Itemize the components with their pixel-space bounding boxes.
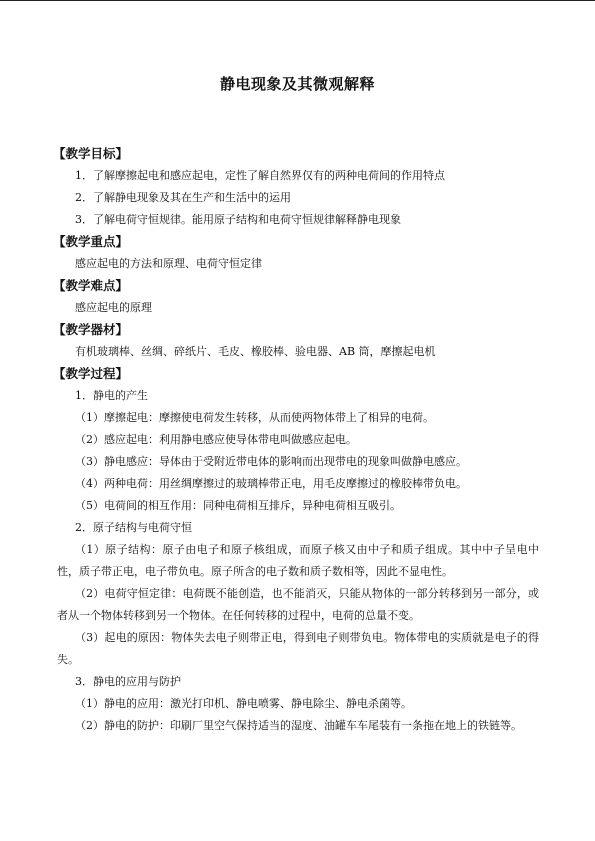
section-heading-equipment: 【教学器材】 (53, 322, 129, 337)
section-key (53, 231, 539, 275)
process-item: （1）静电的应用：激光打印机、静电喷雾、静电除尘、静电杀菌等。 (75, 697, 412, 710)
page-title: 静电现象及其微观解释 (219, 75, 375, 93)
section-equipment (53, 319, 539, 363)
process-item: （1）摩擦起电：摩擦使电荷发生转移，从而使两物体带上了相异的电荷。 (75, 411, 434, 424)
goal-item: 2．了解静电现象及其在生产和生活中的运用 (75, 191, 291, 204)
section-heading-difficult: 【教学难点】 (53, 278, 129, 293)
process-paragraph: （2）静电的防护：印刷厂里空气保持适当的湿度、油罐车车尾装有一条拖在地上的铁链等。 (75, 719, 522, 732)
process-item: （2）感应起电：利用静电感应使导体带电叫做感应起电。 (75, 433, 357, 446)
section-difficult (53, 275, 539, 319)
process-item: （3）静电感应：导体由于受附近带电体的影响而出现带电的现象叫做静电感应。 (75, 455, 467, 468)
process-part-title: 1．静电的产生 (75, 389, 148, 402)
key-text: 感应起电的方法和原理、电荷守恒定律 (75, 257, 262, 270)
top-border-line (0, 0, 595, 1)
document-body (53, 143, 539, 737)
section-heading-key: 【教学重点】 (53, 234, 129, 249)
difficult-text: 感应起电的原理 (75, 301, 152, 314)
section-goals (53, 143, 539, 231)
section-heading-process: 【教学过程】 (53, 366, 129, 381)
section-heading-goals: 【教学目标】 (53, 146, 129, 161)
section-process (53, 363, 539, 737)
process-paragraph: （1）原子结构：原子由电子和原子核组成，而原子核又由中子和质子组成。其中中子呈电中性，质子带正电，电子带负电。原子所含的电子数和质子数相等，因此不显电性。 (57, 543, 539, 578)
equipment-text: 有机玻璃棒、丝绸、碎纸片、毛皮、橡胶棒、验电器、AB 筒，摩擦起电机 (75, 345, 436, 358)
process-item: （4）两种电荷：用丝绸摩擦过的玻璃棒带正电，用毛皮摩擦过的橡胶棒带负电。 (75, 477, 467, 490)
process-paragraph: （2）电荷守恒定律：电荷既不能创造，也不能消灭，只能从物体的一部分转移到另一部分，或者从一个物体转移到另一个物体。在任何转移的过程中，电荷的总量不变。 (57, 587, 539, 622)
process-part-title: 2．原子结构与电荷守恒 (75, 521, 192, 534)
goal-item: 3．了解电荷守恒规律。能用原子结构和电荷守恒规律解释静电现象 (75, 213, 401, 226)
process-part-title: 3．静电的应用与防护 (75, 675, 181, 688)
goal-item: 1．了解摩擦起电和感应起电，定性了解自然界仅有的两种电荷间的作用特点 (75, 169, 445, 182)
process-item: （5）电荷间的相互作用：同种电荷相互排斥，异种电荷相互吸引。 (75, 499, 401, 512)
process-paragraph: （3）起电的原因：物体失去电子则带正电，得到电子则带负电。物体带电的实质就是电子的得失。 (57, 631, 539, 666)
